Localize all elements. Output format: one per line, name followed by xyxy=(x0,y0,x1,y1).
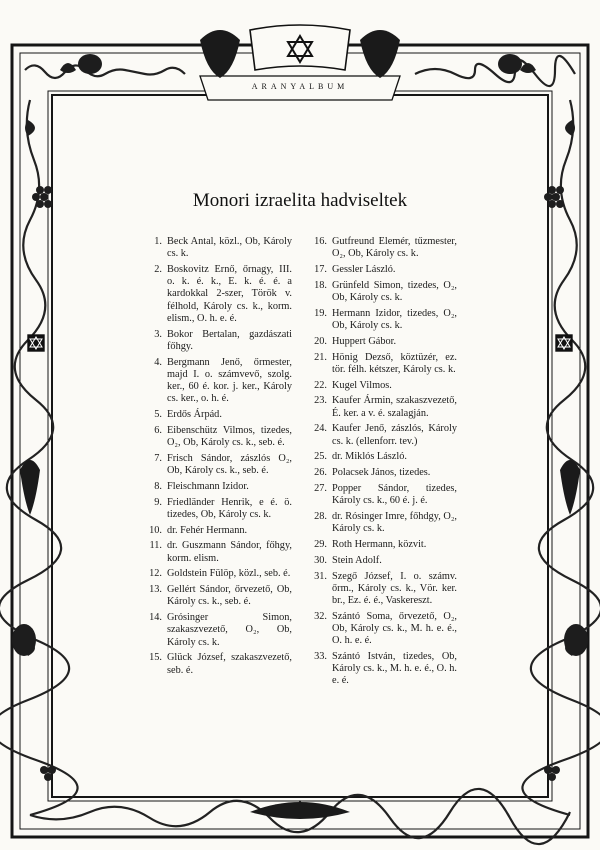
entry-text: Hönig Dezső, köztüzér, ez. tör. félh. kétszer, Károly cs. k. xyxy=(332,351,457,375)
entry-number: 11. xyxy=(149,540,162,552)
entry-number: 12. xyxy=(149,568,162,580)
list-item xyxy=(140,425,292,449)
entry-text: Gellért Sándor, őrvezető, Ob, Károly cs. k., seb. é. xyxy=(167,584,292,608)
entry-number: 26. xyxy=(314,467,327,479)
entry-text: Szántó István, tizedes, Ob, Károly cs. k., M. h. e. é., O. h. e. é. xyxy=(332,650,457,687)
entry-text: Beck Antal, közl., Ob, Károly cs. k. xyxy=(167,236,292,260)
list-item xyxy=(305,539,457,551)
list-item xyxy=(305,308,457,332)
list-item xyxy=(140,540,292,564)
right-column-list xyxy=(305,236,457,691)
list-item xyxy=(305,380,457,392)
list-item xyxy=(140,264,292,325)
entry-number: 16. xyxy=(314,236,327,247)
page-title: Monori izraelita hadviseltek xyxy=(192,190,408,211)
list-item xyxy=(140,409,292,421)
entry-text: Eibenschütz Vilmos, tizedes, O₂, Ob, Károly cs. k., seb. é. xyxy=(167,424,292,449)
entry-text: Frisch Sándor, zászlós O₂, Ob, Károly cs. k., seb. é. xyxy=(167,452,292,477)
list-item xyxy=(305,571,457,608)
entry-number: 21. xyxy=(314,351,327,363)
list-item xyxy=(140,568,292,580)
entry-text: Boskovitz Ernő, őrnagy, III. o. k. é. k., E. k. é. é. a kardokkal 2-szer, Török v. félhold, Károly cs. k., korm. elism., O. h. e. é. xyxy=(167,264,292,324)
entry-number: 3. xyxy=(154,328,162,340)
list-item xyxy=(140,329,292,353)
entry-text: Glück József, szakaszvezető, seb. é. xyxy=(167,652,292,676)
entry-text: Grósinger Simon, szakaszvezető, O₂, Ob, Károly cs. k. xyxy=(167,612,292,648)
entry-number: 28. xyxy=(314,510,327,522)
list-item xyxy=(305,352,457,376)
entry-number: 6. xyxy=(154,424,162,436)
list-item xyxy=(305,264,457,276)
entry-number: 31. xyxy=(314,570,327,582)
entry-number: 24. xyxy=(314,423,327,435)
entry-number: 14. xyxy=(149,612,162,624)
album-banner-text: ARANYALBUM xyxy=(251,82,349,91)
list-item xyxy=(140,453,292,477)
entry-number: 19. xyxy=(314,307,327,319)
entry-number: 9. xyxy=(154,496,162,508)
entry-text: Grünfeld Simon, tizedes, O₂, Ob, Károly cs. k. xyxy=(332,279,457,303)
list-item xyxy=(305,555,457,567)
entry-text: Szegő József, I. o. számv. őrm., Károly cs. k., Vör. ker. br., Ez. é. é., Vaskereszt. xyxy=(332,570,457,606)
entry-text: Fleischmann Izidor. xyxy=(167,480,249,492)
entry-text: Kaufer Ármin, szakaszvezető, É. ker. a v. é. szalagján. xyxy=(332,395,457,419)
entry-text: Friedländer Henrik, e é. ö. tizedes, Ob, Károly cs. k. xyxy=(167,496,292,520)
entry-number: 22. xyxy=(314,379,327,391)
entry-number: 8. xyxy=(154,480,162,492)
entry-number: 17. xyxy=(314,264,327,275)
entry-number: 23. xyxy=(314,395,327,407)
entry-number: 32. xyxy=(314,610,327,622)
entry-text: Polacsek János, tizedes. xyxy=(332,467,431,479)
left-column-list xyxy=(140,236,292,680)
entry-text: dr. Fehér Hermann. xyxy=(167,524,248,536)
list-item xyxy=(305,483,457,507)
entry-text: Szántó Soma, őrvezető, O₂, Ob, Károly cs. k., M. h. e. é., O. h. e. é. xyxy=(332,610,457,647)
list-item xyxy=(140,652,292,676)
entry-text: Stein Adolf. xyxy=(332,554,382,566)
entry-number: 2. xyxy=(154,264,162,275)
entry-text: Gutfreund Elemér, tűzmester, O₂, Ob, Károly cs. k. xyxy=(332,236,457,260)
list-item xyxy=(305,651,457,688)
list-item xyxy=(305,395,457,419)
list-item xyxy=(140,481,292,493)
entry-text: dr. Rósinger Imre, főhdgy, O₂, Károly cs. k. xyxy=(332,510,457,535)
list-item xyxy=(140,584,292,608)
entry-number: 7. xyxy=(154,452,162,464)
list-item xyxy=(140,525,292,537)
list-item xyxy=(140,497,292,521)
entry-number: 20. xyxy=(314,335,327,347)
list-item xyxy=(305,336,457,348)
list-item xyxy=(305,511,457,535)
list-item xyxy=(305,467,457,479)
entry-number: 18. xyxy=(314,279,327,291)
entry-text: Goldstein Fülöp, közl., seb. é. xyxy=(167,568,291,580)
entry-number: 29. xyxy=(314,538,327,550)
list-item xyxy=(140,612,292,649)
entry-text: Popper Sándor, tizedes, Károly cs. k., 60 é. j. é. xyxy=(332,482,457,507)
list-item xyxy=(140,357,292,406)
list-item xyxy=(305,451,457,463)
entry-text: Huppert Gábor. xyxy=(332,335,397,347)
entry-number: 33. xyxy=(314,650,327,662)
list-item xyxy=(305,280,457,304)
entry-text: Bokor Bertalan, gazdászati főhgy. xyxy=(167,328,292,352)
entry-number: 1. xyxy=(154,236,162,247)
entry-text: Kugel Vilmos. xyxy=(332,379,392,391)
entry-number: 10. xyxy=(149,524,162,536)
list-item xyxy=(305,423,457,447)
entry-number: 25. xyxy=(314,451,327,463)
entry-number: 15. xyxy=(149,652,162,664)
entry-number: 4. xyxy=(154,356,162,368)
entry-text: Roth Hermann, közvit. xyxy=(332,538,427,550)
list-item xyxy=(140,236,292,260)
entry-number: 27. xyxy=(314,482,327,494)
entry-text: Bergmann Jenő, őrmester, majd I. o. számvevő, szolg. ker., 60 é. kor. j. ker., Károly cs. ker., o. h. é. xyxy=(167,356,292,405)
entry-text: dr. Miklós László. xyxy=(332,451,407,463)
entry-number: 30. xyxy=(314,554,327,566)
entry-number: 13. xyxy=(149,584,162,596)
list-item xyxy=(305,236,457,260)
list-item xyxy=(305,611,457,648)
entry-text: Erdős Árpád. xyxy=(167,409,222,421)
entry-text: Gessler László. xyxy=(332,264,396,275)
entry-text: Hermann Izidor, tizedes, O₂, Ob, Károly cs. k. xyxy=(332,307,457,331)
entry-number: 5. xyxy=(154,409,162,421)
entry-text: Kaufer Jenő, zászlós, Károly cs. k. (ellenforr. tev.) xyxy=(332,423,457,447)
entry-text: dr. Guszmann Sándor, főhgy, korm. elism. xyxy=(167,540,292,564)
